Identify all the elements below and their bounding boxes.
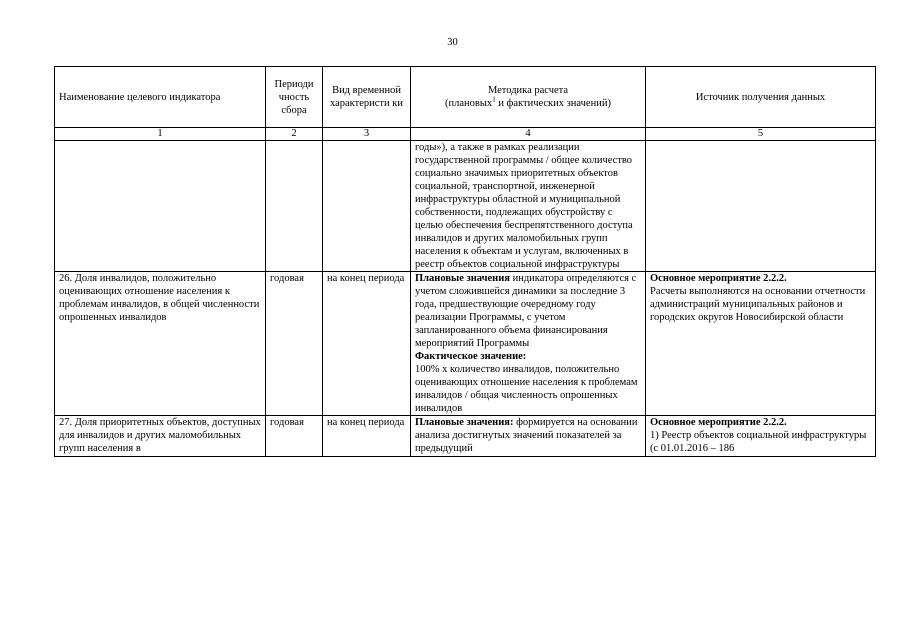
footnote-marker: 1 [492,95,496,104]
column-number: 1 [55,128,266,141]
header-time-type: Вид временной характеристи ки [323,67,411,128]
column-number: 2 [266,128,323,141]
table-row [55,141,876,272]
column-numbering-row [55,128,876,141]
methodology-continuation: годы»), а также в рамках реализации государственной программы / общее количество социально значимых приоритетных объектов социальной, транспортной, инженерной инфраструктуры областной и муниципальной собственности, подлежащих обустройству с целью обеспечения беспрепятственного доступа инвалидов и других маломобильных групп населения к объектам и услугам, включенных в реестр объектов социальной инфраструктуры [411,141,646,272]
header-data-source: Источник получения данных [646,67,876,128]
plan-text: индикатора определяются с учетом сложившейся динамики за последние 3 года, предшествующие очередному году реализации Программы, с учетом запланированного объема финансирования мероприятий Программы [415,273,637,349]
header-indicator-name: Наименование целевого индикатора [55,67,266,128]
column-number: 3 [323,128,411,141]
indicator-name: 27. Доля приоритетных объектов, доступных для инвалидов и других маломобильных групп населения в [55,416,266,457]
time-type-cell: на конец периода [323,416,411,457]
source-text: 1) Реестр объектов социальной инфраструктуры (с 01.01.2016 – 186 [650,430,867,454]
page-number: 30 [447,37,458,48]
header-periodicity: Периоди чность сбора [266,67,323,128]
periodicity-cell: годовая [266,272,323,416]
header-methodology [411,67,646,128]
periodicity-cell: годовая [266,416,323,457]
fact-text: 100% х количество инвалидов, положительно оценивающих отношение населения к проблемам инвалидов / общая численность опрошенных инвалидов [415,364,638,414]
plan-text: формируется на основании анализа достигнутых значений показателей за предыдущий [415,417,638,454]
methodology-cell [411,416,646,457]
source-text: Расчеты выполняются на основании отчетности администраций муниципальных районов и городских округов Новосибирской области [650,286,866,323]
table-row [55,272,876,416]
table-row [55,416,876,457]
source-cell [646,272,876,416]
column-number: 4 [411,128,646,141]
plan-label: Плановые значения: [415,417,514,428]
column-number: 5 [646,128,876,141]
time-type-cell: на конец периода [323,272,411,416]
indicators-table [54,66,876,457]
source-title: Основное мероприятие 2.2.2. [650,417,787,428]
header-methodology-line1: Методика расчета [487,85,569,96]
fact-label: Фактическое значение: [415,351,527,362]
source-title: Основное мероприятие 2.2.2. [650,273,787,284]
plan-label: Плановые значения [415,273,510,284]
source-cell [646,416,876,457]
header-methodology-line2: (плановых$^1$ и фактических значений) [445,95,611,109]
methodology-cell [411,272,646,416]
indicator-name: 26. Доля инвалидов, положительно оценивающих отношение населения к проблемам инвалидов, в общей численности опрошенных инвалидов [55,272,266,416]
table-header-row [55,67,876,128]
